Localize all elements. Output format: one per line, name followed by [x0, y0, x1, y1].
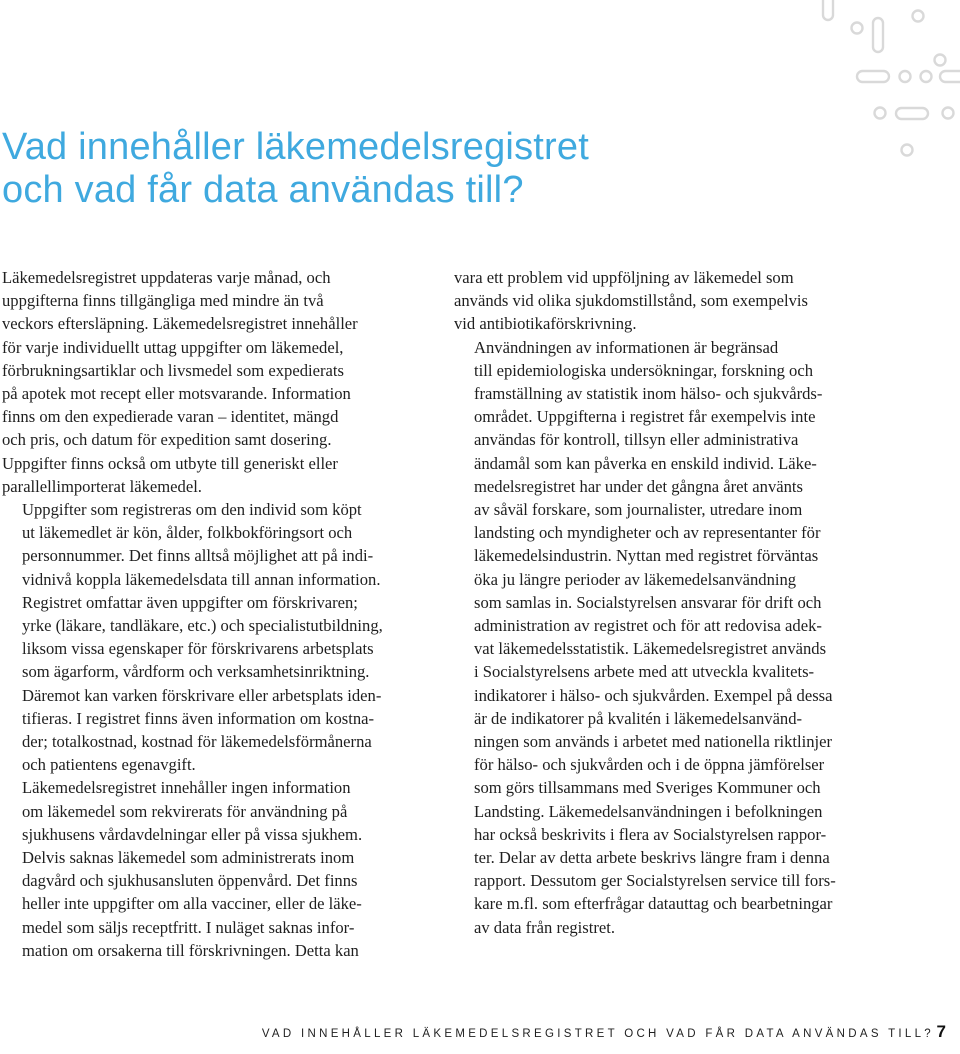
text-line: ningen som används i arbetet med nationella riktlinjer [474, 732, 833, 752]
text-line: Landsting. Läkemedelsanvändningen i befolkningen [474, 801, 823, 821]
text-line: veckors eftersläpning. Läkemedelsregistret innehåller [2, 314, 358, 334]
body-paragraph [2, 498, 412, 776]
text-line: för hälso- och sjukvården och i de öppna jämförelser [474, 755, 825, 775]
deco-pill [873, 18, 883, 52]
right-text-column [454, 266, 864, 939]
left-text-column [2, 266, 412, 962]
title-line: Vad innehåller läkemedelsregistret [2, 126, 589, 168]
text-line: förbrukningsartiklar och livsmedel som expedierats [2, 360, 344, 380]
text-line: har också beskrivits i flera av Socialstyrelsen rappor- [474, 824, 827, 844]
deco-dot [852, 23, 863, 34]
text-line: vid antibiotikaförskrivning. [454, 314, 637, 334]
deco-pill [857, 71, 889, 82]
deco-pill [940, 71, 960, 82]
text-line: i Socialstyrelsens arbete med att utveckla kvalitets- [474, 662, 815, 682]
text-line: finns om den expedierade varan – identitet, mängd [2, 407, 339, 427]
text-line: Användningen av informationen är begränsad [474, 337, 779, 357]
text-line: Uppgifter som registreras om den individ som köpt [22, 500, 362, 520]
text-line: läkemedelsindustrin. Nyttan med registret förväntas [474, 546, 819, 566]
text-line: medelsregistret har under det gångna året använts [474, 476, 803, 496]
text-line: framställning av statistik inom hälso- och sjukvårds- [474, 384, 823, 404]
deco-pill [896, 108, 928, 119]
text-line: till epidemiologiska undersökningar, forskning och [474, 360, 813, 380]
text-line: området. Uppgifterna i registret får exempelvis inte [474, 407, 816, 427]
text-line: och patientens egenavgift. [22, 755, 196, 775]
deco-dot [913, 11, 924, 22]
text-line: landsting och myndigheter och av representanter för [474, 523, 821, 543]
text-line: Däremot kan varken förskrivare eller arbetsplats iden- [22, 685, 382, 705]
decorative-pattern [780, 0, 960, 170]
text-line: Delvis saknas läkemedel som administrerats inom [22, 848, 355, 868]
page-title [2, 126, 589, 212]
text-line: dagvård och sjukhusansluten öppenvård. Det finns [22, 871, 358, 891]
body-paragraph [2, 266, 412, 498]
text-line: Registret omfattar även uppgifter om förskrivaren; [22, 592, 358, 612]
text-line: på apotek mot recept eller motsvarande. Information [2, 384, 351, 404]
deco-dot [935, 55, 946, 66]
deco-pill [823, 0, 833, 20]
text-line: av såväl forskare, som journalister, utredare inom [474, 500, 803, 520]
text-line: liksom vissa egenskaper för förskrivarens arbetsplats [22, 639, 374, 659]
text-line: heller inte uppgifter om alla vacciner, eller de läke- [22, 894, 362, 914]
deco-dot [902, 145, 913, 156]
deco-dot [875, 108, 886, 119]
text-line: kare m.fl. som efterfrågar datauttag och bearbetningar [474, 894, 833, 914]
text-line: Läkemedelsregistret innehåller ingen information [22, 778, 351, 798]
running-footer-title: VAD INNEHÅLLER LÄKEMEDELSREGISTRET OCH VAD FÅR DATA ANVÄNDAS TILL? [261, 1028, 934, 1040]
text-line: parallellimporterat läkemedel. [2, 476, 202, 496]
text-line: indikatorer i hälso- och sjukvården. Exempel på dessa [474, 685, 833, 705]
title-line: och vad får data användas till? [2, 169, 524, 211]
text-line: för varje individuellt uttag uppgifter om läkemedel, [2, 337, 344, 357]
text-line: ut läkemedlet är kön, ålder, folkbokföringsort och [22, 523, 353, 543]
body-paragraph [454, 336, 864, 939]
text-line: sjukhusens vårdavdelningar eller på vissa sjukhem. [22, 824, 363, 844]
text-line: tifieras. I registret finns även information om kostna- [22, 708, 375, 728]
text-line: personnummer. Det finns alltså möjlighet att på indi- [22, 546, 374, 566]
text-line: vidnivå koppla läkemedelsdata till annan information. [22, 569, 381, 589]
page-number: 7 [936, 1022, 946, 1041]
text-line: yrke (läkare, tandläkare, etc.) och specialistutbildning, [22, 616, 383, 636]
body-paragraph [454, 266, 864, 336]
text-line: der; totalkostnad, kostnad för läkemedelsförmånerna [22, 732, 372, 752]
text-line: används vid olika sjukdomstillstånd, som exempelvis [454, 291, 808, 311]
text-line: rapport. Dessutom ger Socialstyrelsen service till fors- [474, 871, 836, 891]
text-line: vara ett problem vid uppföljning av läkemedel som [454, 268, 794, 287]
text-line: är de indikatorer på kvalitén i läkemedelsanvänd- [474, 708, 803, 728]
text-line: som samlas in. Socialstyrelsen ansvarar för drift och [474, 592, 822, 612]
text-line: administration av registret och för att redovisa adek- [474, 616, 822, 636]
deco-dot [921, 71, 932, 82]
text-line: ändamål som kan påverka en enskild individ. Läke- [474, 453, 817, 473]
text-line: och pris, och datum för expedition samt dosering. [2, 430, 332, 450]
deco-dot [943, 108, 954, 119]
text-line: Läkemedelsregistret uppdateras varje månad, och [2, 268, 331, 287]
text-line: Uppgifter finns också om utbyte till generiskt eller [2, 453, 338, 473]
text-line: vat läkemedelsstatistik. Läkemedelsregistret används [474, 639, 827, 659]
text-line: om läkemedel som rekvirerats för användning på [22, 801, 348, 821]
text-line: uppgifterna finns tillgängliga med mindre än två [2, 291, 324, 311]
body-paragraph [2, 776, 412, 962]
text-line: ter. Delar av detta arbete beskrivs längre fram i denna [474, 848, 830, 868]
text-line: som ägarform, vårdform och verksamhetsinriktning. [22, 662, 370, 682]
text-line: mation om orsakerna till förskrivningen. Detta kan [22, 940, 359, 960]
text-line: öka ju längre perioder av läkemedelsanvändning [474, 569, 797, 589]
text-line: medel som säljs receptfritt. I nuläget saknas infor- [22, 917, 355, 937]
text-line: som görs tillsammans med Sveriges Kommuner och [474, 778, 821, 798]
deco-dot [900, 71, 911, 82]
text-line: av data från registret. [474, 917, 615, 937]
text-line: användas för kontroll, tillsyn eller administrativa [474, 430, 799, 450]
